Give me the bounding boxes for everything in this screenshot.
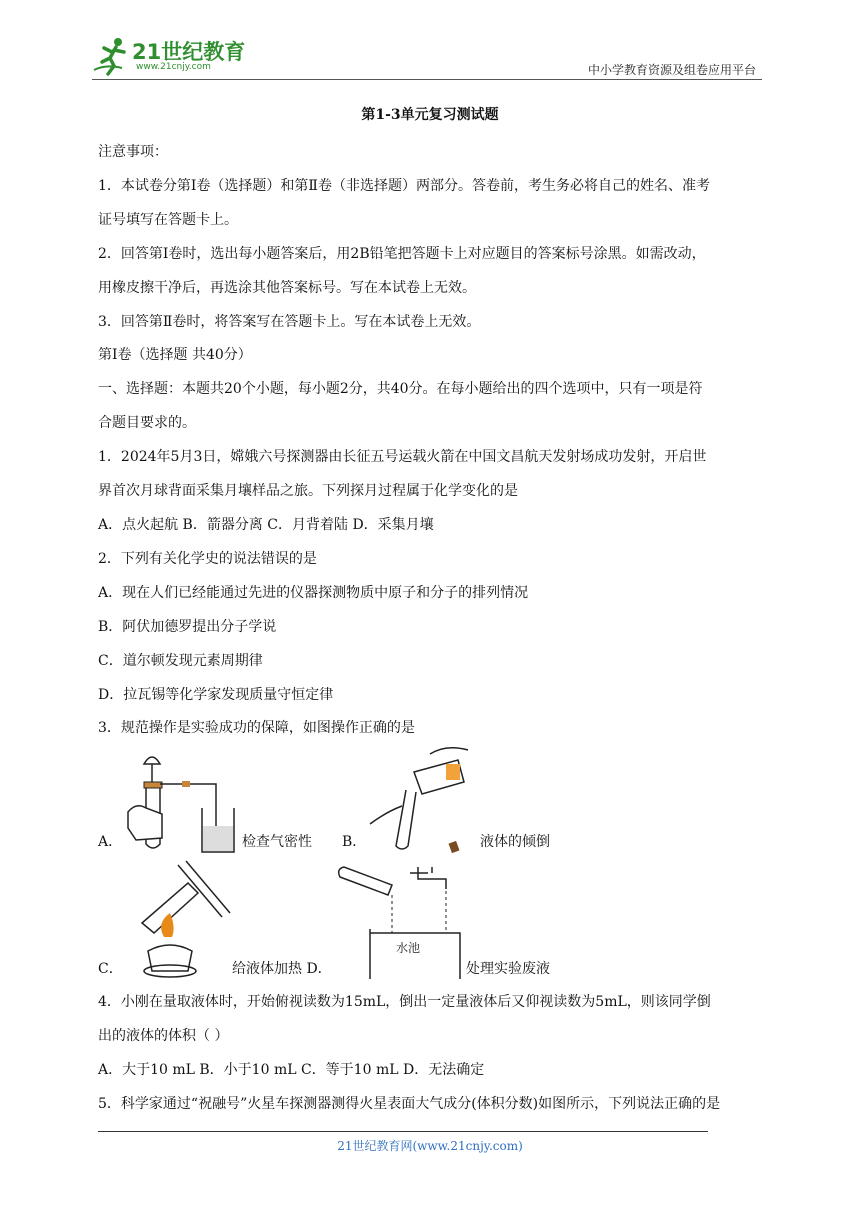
q3-option-a-caption: 检查气密性 xyxy=(242,834,312,851)
note-line: 1．本试卷分第Ⅰ卷（选择题）和第Ⅱ卷（非选择题）两部分。答卷前，考生务必将自己的姓名、准考 xyxy=(98,177,710,194)
note-line: 用橡皮擦干净后，再选涂其他答案标号。写在本试卷上无效。 xyxy=(98,279,476,296)
q3-option-d-caption: 处理实验废液 xyxy=(466,961,550,978)
q5-stem: 5．科学家通过“祝融号”火星车探测器测得火星表面大气成分(体积分数)如图所示，下列说法正确的是 xyxy=(98,1096,721,1113)
q4-stem: 出的液体的体积（ ） xyxy=(98,1028,229,1045)
exam-content xyxy=(98,136,766,1122)
note-line: 2．回答第Ⅰ卷时，选出每小题答案后，用2B铅笔把答题卡上对应题目的答案标号涂黑。如需改动， xyxy=(98,245,706,262)
q3-stem: 3．规范操作是实验成功的保障，如图操作正确的是 xyxy=(98,720,415,737)
sink-label: 水池 xyxy=(395,941,421,956)
q3-figures-row-1 xyxy=(98,746,766,859)
q3-option-a-letter: A． xyxy=(98,834,123,851)
page-header xyxy=(92,30,762,82)
footer-link[interactable]: 21世纪教育网(www.21cnjy.com) xyxy=(337,1139,523,1153)
page-title: 第1-3单元复习测试题 xyxy=(361,107,499,123)
footer-divider xyxy=(98,1131,708,1132)
airtightness-check-figure xyxy=(122,748,240,854)
q2-stem: 2．下列有关化学史的说法错误的是 xyxy=(98,550,317,567)
q3-option-c-caption: 给液体加热 D． xyxy=(232,961,332,978)
platform-name: 中小学教育资源及组卷应用平台 xyxy=(587,63,756,77)
q3-option-b-letter: B． xyxy=(342,834,367,851)
logo-url: www.21cnjy.com xyxy=(136,62,211,72)
logo xyxy=(92,36,267,76)
waste-disposal-figure xyxy=(336,859,462,981)
q4-stem: 4．小刚在量取液体时，开始俯视读数为15mL，倒出一定量液体后又仰视读数为5mL，则该同学倒 xyxy=(98,994,711,1011)
liquid-pouring-figure xyxy=(366,746,476,856)
section-label: 第Ⅰ卷（选择题 共40分） xyxy=(98,347,252,364)
q1-options: A．点火起航 B．箭器分离 C．月背着陆 D．采集月壤 xyxy=(98,516,434,533)
q1-stem: 界首次月球背面采集月壤样品之旅。下列探月过程属于化学变化的是 xyxy=(98,483,518,500)
q3-option-c-letter: C． xyxy=(98,961,123,978)
note-line: 证号填写在答题卡上。 xyxy=(98,211,238,228)
q3-figures-row-2 xyxy=(98,859,766,986)
notes-heading: 注意事项： xyxy=(98,144,168,160)
section-intro: 一、选择题：本题共20个小题，每小题2分，共40分。在每小题给出的四个选项中，只有一项是符 xyxy=(98,381,703,398)
runner-logo-icon xyxy=(92,36,136,76)
heating-liquid-figure xyxy=(126,859,236,983)
section-intro: 合题目要求的。 xyxy=(98,415,196,432)
q2-option: B．阿伏加德罗提出分子学说 xyxy=(98,618,277,635)
q1-stem: 1．2024年5月3日，嫦娥六号探测器由长征五号运载火箭在中国文昌航天发射场成功发射，开启世 xyxy=(98,449,707,466)
q2-option: D．拉瓦锡等化学家发现质量守恒定律 xyxy=(98,686,334,703)
q3-option-b-caption: 液体的倾倒 xyxy=(480,834,550,851)
q2-option: C．道尔顿发现元素周期律 xyxy=(98,652,263,669)
q4-options: A．大于10 mL B．小于10 mL C．等于10 mL D．无法确定 xyxy=(98,1062,485,1079)
header-divider xyxy=(92,79,762,80)
q2-option: A．现在人们已经能通过先进的仪器探测物质中原子和分子的排列情况 xyxy=(98,584,529,601)
logo-text: 21世纪教育 xyxy=(132,40,246,64)
note-line: 3．回答第Ⅱ卷时，将答案写在答题卡上。写在本试卷上无效。 xyxy=(98,313,481,330)
